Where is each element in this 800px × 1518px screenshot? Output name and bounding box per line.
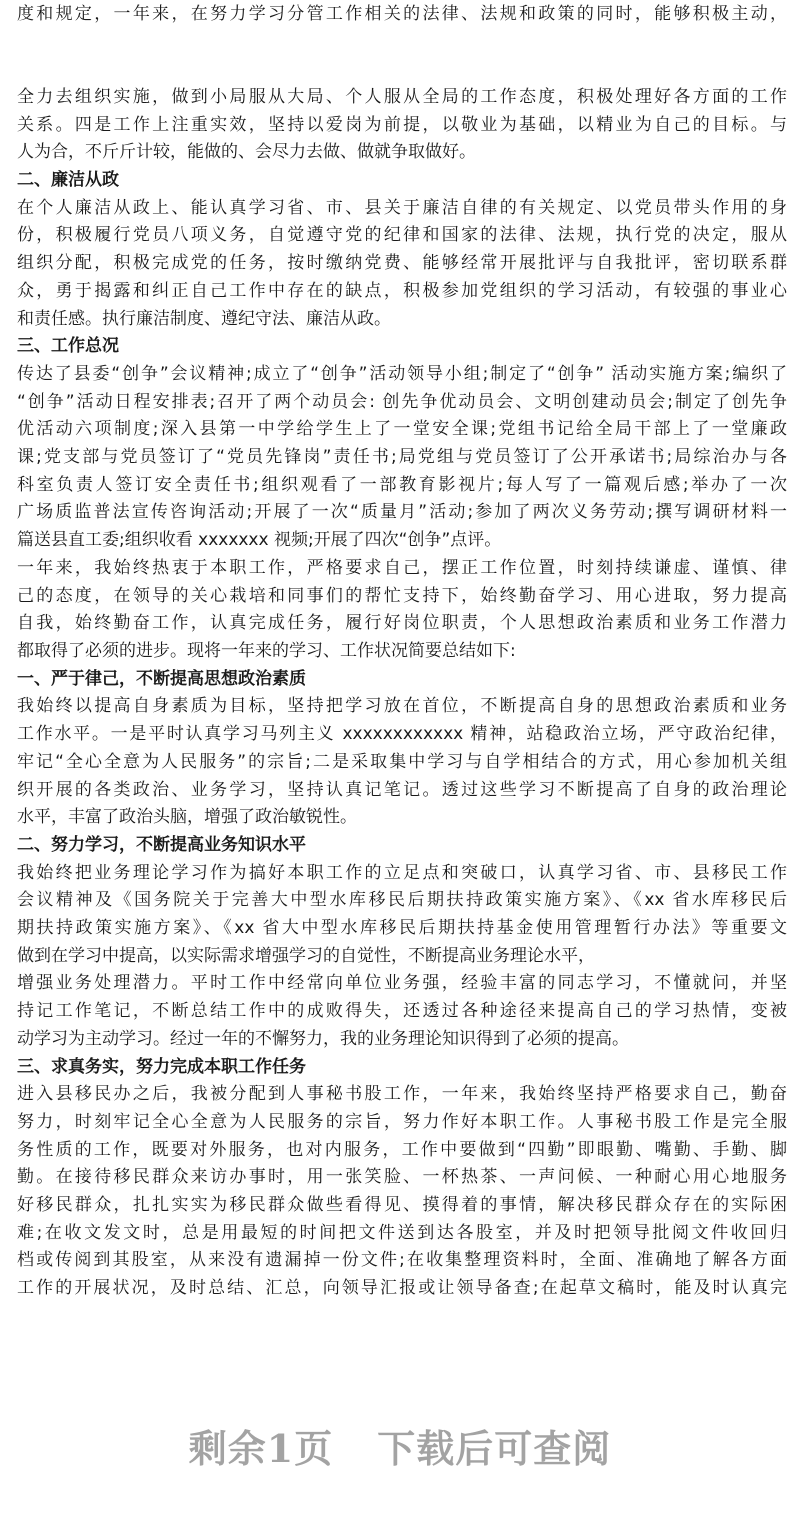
- text-line: 关系。四是工作上注重实效，坚持以爱岗为前提，以敬业为基础，以精业为自己的目标。与: [17, 115, 787, 135]
- section-heading: 三、工作总况: [17, 336, 119, 356]
- text-line: 和责任感。执行廉洁制度、遵纪守法、廉洁从政。: [17, 309, 391, 329]
- text-line: 组织分配，积极完成党的任务，按时缴纳党费、能够经常开展批评与自我批评，密切联系群: [17, 253, 787, 273]
- section-heading: 二、廉洁从政: [17, 170, 119, 190]
- text-line: 我始终以提高自身素质为目标，坚持把学习放在首位，不断提高自身的思想政治素质和业务: [17, 696, 787, 716]
- text-line: 份，积极履行党员八项义务，自觉遵守党的纪律和国家的法律、法规，执行党的决定，服从: [17, 225, 787, 245]
- text-line: 难;在收文发文时，总是用最短的时间把文件送到达各股室，并及时把领导批阅文件收回归: [17, 1223, 787, 1243]
- text-line: 我始终把业务理论学习作为搞好本职工作的立足点和突破口，认真学习省、市、县移民工作: [17, 863, 787, 883]
- text-line: 广场质监普法宣传咨询活动;开展了一次“质量月”活动;参加了两次义务劳动;撰写调研材料一: [17, 502, 787, 522]
- text-line: 会议精神及《国务院关于完善大中型水库移民后期扶持政策实施方案》、《xx 省水库移民后: [17, 890, 787, 910]
- text-line: 工作的开展状况，及时总结、汇总，向领导汇报或让领导备查;在起草文稿时，能及时认真完: [17, 1278, 787, 1298]
- text-line: 众，勇于揭露和纠正自己工作中存在的缺点，积极参加党组织的学习活动，有较强的事业心: [17, 281, 787, 301]
- text-line: 牢记“全心全意为人民服务”的宗旨;二是采取集中学习与自学相结合的方式，用心参加机关组: [17, 752, 787, 772]
- text-line: 科室负责人签订安全责任书;组织观看了一部教育影视片;每人写了一篇观后感;举办了一次: [17, 475, 787, 495]
- section-heading: 三、求真务实，努力完成本职工作任务: [17, 1057, 306, 1077]
- text-line: 水平，丰富了政治头脑，增强了政治敏锐性。: [17, 807, 357, 827]
- text-line: 优活动六项制度;深入县第一中学给学生上了一堂安全课;党组书记给全局干部上了一堂廉政: [17, 419, 787, 439]
- section-heading: 一、严于律己，不断提高思想政治素质: [17, 669, 306, 689]
- text-line: 好移民群众，扎扎实实为移民群众做些看得见、摸得着的事情，解决移民群众存在的实际困: [17, 1195, 787, 1215]
- text-line: 务性质的工作，既要对外服务，也对内服务，工作中要做到“四勤”即眼勤、嘴勤、手勤、脚: [17, 1140, 787, 1160]
- text-line: 工作水平。一是平时认真学习马列主义 xxxxxxxxxxxx 精神，站稳政治立场，严守政治纪律，: [17, 724, 787, 744]
- text-line: 增强业务处理潜力。平时工作中经常向单位业务强，经验丰富的同志学习，不懂就问，并坚: [17, 973, 787, 993]
- remaining-pages-banner[interactable]: [0, 1418, 800, 1473]
- text-line: 进入县移民办之后，我被分配到人事秘书股工作，一年来，我始终坚持严格要求自己，勤奋: [17, 1084, 787, 1104]
- text-line: 都取得了必须的进步。现将一年来的学习、工作状况简要总结如下:: [17, 641, 516, 661]
- section-heading: 二、努力学习，不断提高业务知识水平: [17, 835, 306, 855]
- text-line: 传达了县委“创争”会议精神;成立了“创争”活动领导小组;制定了“创争” 活动实施方案;编织了: [17, 364, 787, 384]
- text-line: 档或传阅到其股室，从来没有遗漏掉一份文件;在收集整理资料时，全面、准确地了解各方面: [17, 1250, 787, 1270]
- remaining-pages-label: 剩余1页: [188, 1426, 334, 1471]
- text-line: “创争”活动日程安排表;召开了两个动员会: 创先争优动员会、文明创建动员会;制定了创先争: [17, 392, 787, 412]
- text-line: 一年来，我始终热衷于本职工作，严格要求自己，摆正工作位置，时刻持续谦虚、谨慎、律: [17, 558, 787, 578]
- text-line: 度和规定，一年来，在努力学习分管工作相关的法律、法规和政策的同时，能够积极主动，: [17, 4, 787, 24]
- text-line: 持记工作笔记，不断总结工作中的成败得失，还透过各种途径来提高自己的学习热情，变被: [17, 1001, 787, 1021]
- text-line: 己的态度，在领导的关心栽培和同事们的帮忙支持下，始终勤奋学习、用心进取，努力提高: [17, 586, 787, 606]
- text-line: 在个人廉洁从政上、能认真学习省、市、县关于廉洁自律的有关规定、以党员带头作用的身: [17, 198, 787, 218]
- text-line: 全力去组织实施，做到小局服从大局、个人服从全局的工作态度，积极处理好各方面的工作: [17, 87, 787, 107]
- text-line: 努力，时刻牢记全心全意为人民服务的宗旨，努力作好本职工作。人事秘书股工作是完全服: [17, 1112, 787, 1132]
- text-line: 篇送县直工委;组织收看 xxxxxxx 视频;开展了四次“创争”点评。: [17, 530, 502, 550]
- text-line: 动学习为主动学习。经过一年的不懈努力，我的业务理论知识得到了必须的提高。: [17, 1029, 629, 1049]
- text-line: 织开展的各类政治、业务学习，坚持认真记笔记。透过这些学习不断提高了自身的政治理论: [17, 780, 787, 800]
- text-line: 做到在学习中提高，以实际需求增强学习的自觉性，不断提高业务理论水平，: [17, 946, 595, 966]
- text-line: 期扶持政策实施方案》、《xx 省大中型水库移民后期扶持基金使用管理暂行办法》等重要文: [17, 918, 787, 938]
- text-line: 课;党支部与党员签订了“党员先锋岗”责任书;局党组与党员签订了公开承诺书;局综治办与各: [17, 447, 787, 467]
- text-line: 人为合，不斤斤计较，能做的、会尽力去做、做就争取做好。: [17, 142, 476, 162]
- download-to-view-label: 下载后可查阅: [377, 1426, 612, 1471]
- text-line: 自我，始终勤奋工作，认真完成任务，履行好岗位职责，个人思想政治素质和业务工作潜力: [17, 613, 787, 633]
- text-line: 勤。在接待移民群众来访办事时，用一张笑脸、一杯热茶、一声问候、一种耐心用心地服务: [17, 1167, 787, 1187]
